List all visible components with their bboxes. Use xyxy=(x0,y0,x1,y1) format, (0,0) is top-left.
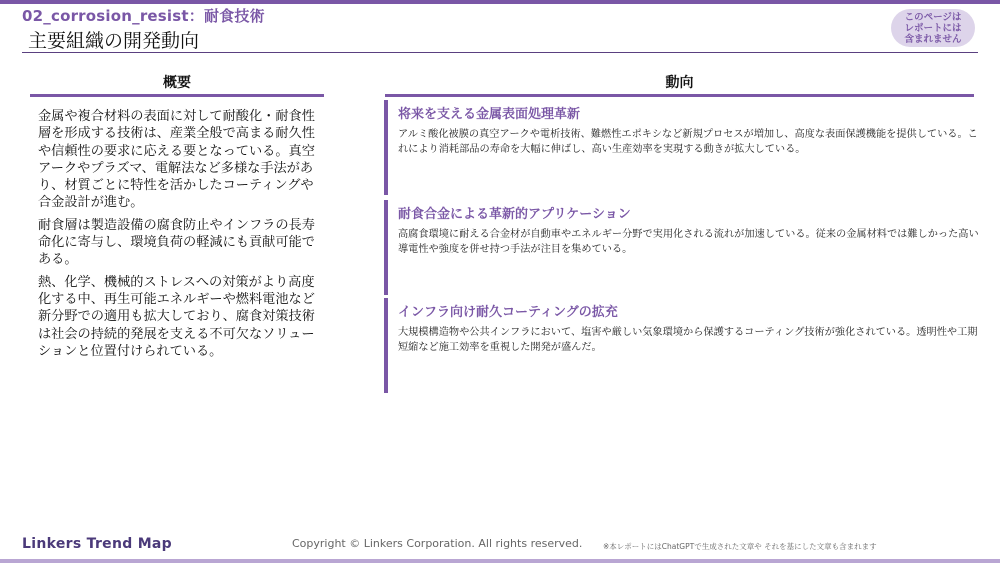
overview-heading: 概要 xyxy=(30,72,324,97)
trend-body: 大規模構造物や公共インフラにおいて、塩害や厳しい気象環境から保護するコーティング技術が強化されている。透明性や工期短縮など施工効率を重視した開発が盛んだ。 xyxy=(398,327,978,353)
trend-title: インフラ向け耐久コーティングの拡充 xyxy=(398,305,618,320)
overview-text xyxy=(38,108,323,365)
section-code: 02_corrosion_resist：耐食技術 xyxy=(22,7,265,25)
trend-body: アルミ酸化被膜の真空アークや電析技術、難燃性エポキシなど新規プロセスが増加し、高度な表面保護機能を提供している。これにより消耗部品の寿命を大幅に伸ばし、高い生産効率を実現する動きが拡大している。 xyxy=(398,129,978,155)
chatgpt-disclaimer: ※本レポートにはChatGPTで生成された文章や それを基にした文章も含まれます xyxy=(603,542,877,551)
overview-paragraph: 耐食層は製造設備の腐食防止やインフラの長寿命化に寄与し、環境負荷の軽減にも貢献可能である。 xyxy=(38,217,315,268)
overview-paragraph: 熱、化学、機械的ストレスへの対策がより高度化する中、再生可能エネルギーや燃料電池など新分野での適用も拡大しており、腐食対策技術は社会の持続的発展を支える不可欠なソリューションと位置付けられている。 xyxy=(38,274,315,359)
not-in-report-badge xyxy=(891,9,975,47)
linkers-logo: Linkers Trend Map xyxy=(22,536,173,552)
copyright-notice: Copyright © Linkers Corporation. All rights reserved. xyxy=(292,537,583,550)
top-accent-bar xyxy=(0,0,1000,4)
trend-block-infrastructure-coating xyxy=(384,298,984,393)
badge-line: このページは xyxy=(904,11,962,23)
trend-title: 将来を支える金属表面処理革新 xyxy=(398,107,581,122)
badge-line: 含まれません xyxy=(904,33,962,45)
badge-line: レポートには xyxy=(904,22,962,34)
trend-title: 耐食合金による革新的アプリケーション xyxy=(398,207,631,222)
overview-paragraph: 金属や複合材料の表面に対して耐酸化・耐食性層を形成する技術は、産業全般で高まる耐久性や信頼性の要求に応える要となっている。真空アークやプラズマ、電解法など多様な手法があり、材質ごとに特性を活かしたコーティングや合金設計が進む。 xyxy=(38,109,315,211)
trend-body: 高腐食環境に耐える合金材が自動車やエネルギー分野で実用化される流れが加速している。従来の金属材料では難しかった高い導電性や強度を併せ持つ手法が注目を集めている。 xyxy=(398,229,979,255)
title-divider xyxy=(22,52,978,53)
trends-heading: 動向 xyxy=(385,72,974,97)
bottom-accent-bar xyxy=(0,559,1000,563)
trend-block-corrosion-alloy xyxy=(384,200,984,295)
page-title: 主要組織の開発動向 xyxy=(28,30,200,52)
trend-block-surface-treatment xyxy=(384,100,984,195)
